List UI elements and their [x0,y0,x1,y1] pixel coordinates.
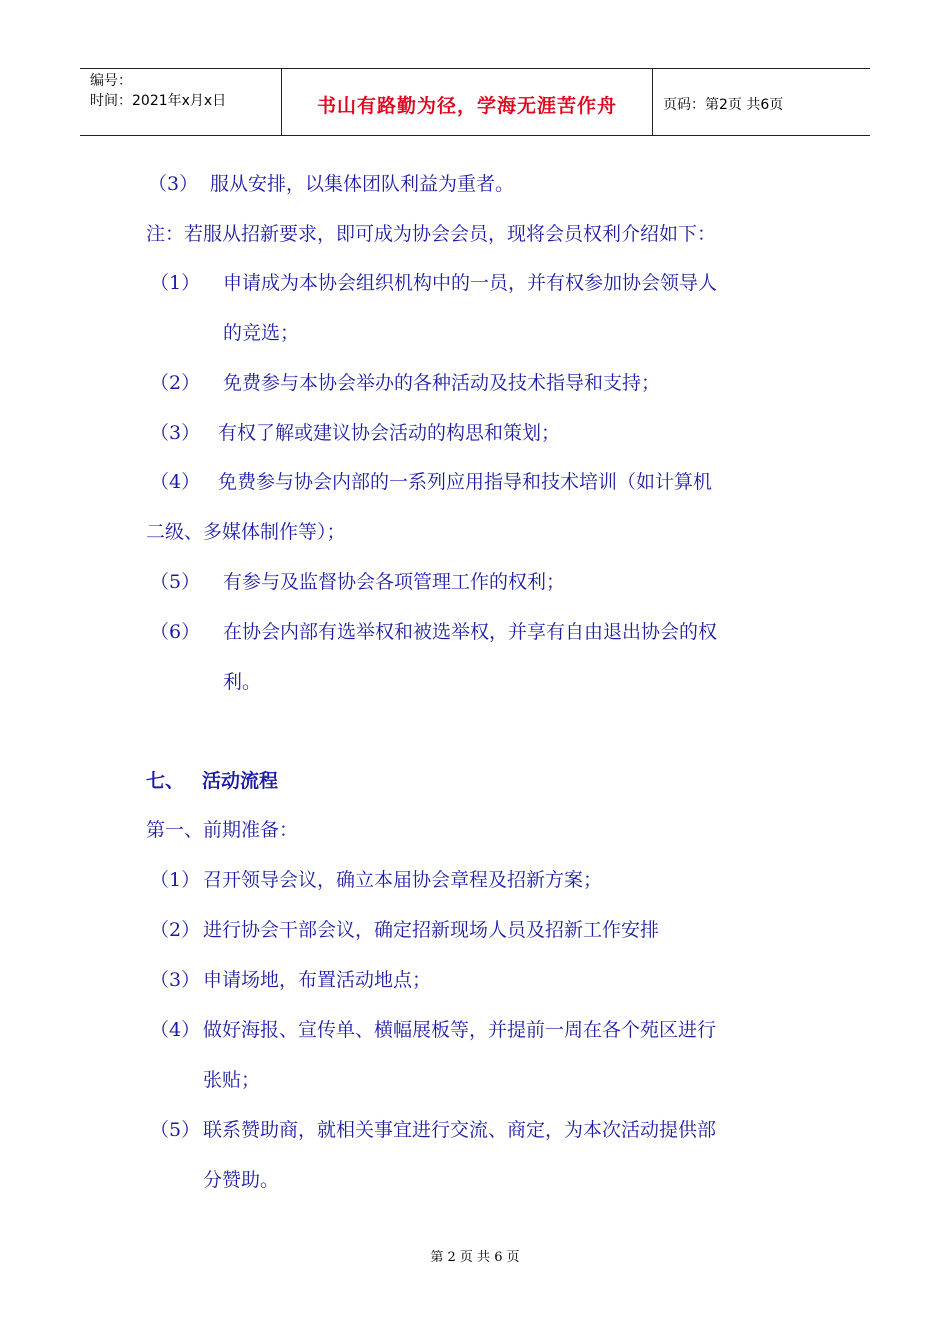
note-text: 注：若服从招新要求，即可成为协会会员，现将会员权利介绍如下： [146,223,717,245]
list-item: （4） 做好海报、宣传单、横幅展板等，并提前一周在各个苑区进行 [150,1019,717,1041]
list-item: （5） 有参与及监督协会各项管理工作的权利； [150,571,566,593]
list-item: （4） 免费参与协会内部的一系列应用指导和技术培训（如计算机 [150,471,713,493]
section-heading: 七、 活动流程 [146,770,279,792]
page-label: 页码：第2页 共6页 [663,97,784,113]
list-item-continuation: 利。 [223,671,262,693]
phase-title: 第一、前期准备： [146,819,299,841]
list-item: （1） 申请成为本协会组织机构中的一员，并有权参加协会领导人 [150,272,718,294]
header-meta [80,69,281,135]
page-header [80,68,870,136]
motto: 书山有路勤为径，学海无涯苦作舟 [316,94,617,117]
serial-label: 编号： [90,73,132,89]
list-item-continuation: 二级、多媒体制作等）； [146,521,346,543]
list-item-continuation: 的竞选； [223,322,300,344]
page-footer: 第 2 页 共 6 页 [430,1250,520,1265]
header-page-cell [653,69,870,135]
header-motto-cell [281,69,653,135]
list-item: （2） 进行协会干部会议，确定招新现场人员及招新工作安排 [150,919,660,941]
list-item-continuation: 张贴； [203,1069,261,1091]
list-item: （6） 在协会内部有选举权和被选举权，并享有自由退出协会的权 [150,621,718,643]
list-item-continuation: 分赞助。 [203,1169,280,1191]
list-item: （5） 联系赞助商，就相关事宜进行交流、商定，为本次活动提供部 [150,1119,717,1141]
time-label: 时间：2021年x月x日 [90,93,227,109]
list-item: （3） 申请场地，布置活动地点； [150,969,432,991]
list-item: （1） 召开领导会议，确立本届协会章程及招新方案； [150,869,603,891]
list-item: （3） 有权了解或建议协会活动的构思和策划； [150,422,561,444]
list-item: （3） 服从安排，以集体团队利益为重者。 [148,173,515,195]
list-item: （2） 免费参与本协会举办的各种活动及技术指导和支持； [150,372,661,394]
